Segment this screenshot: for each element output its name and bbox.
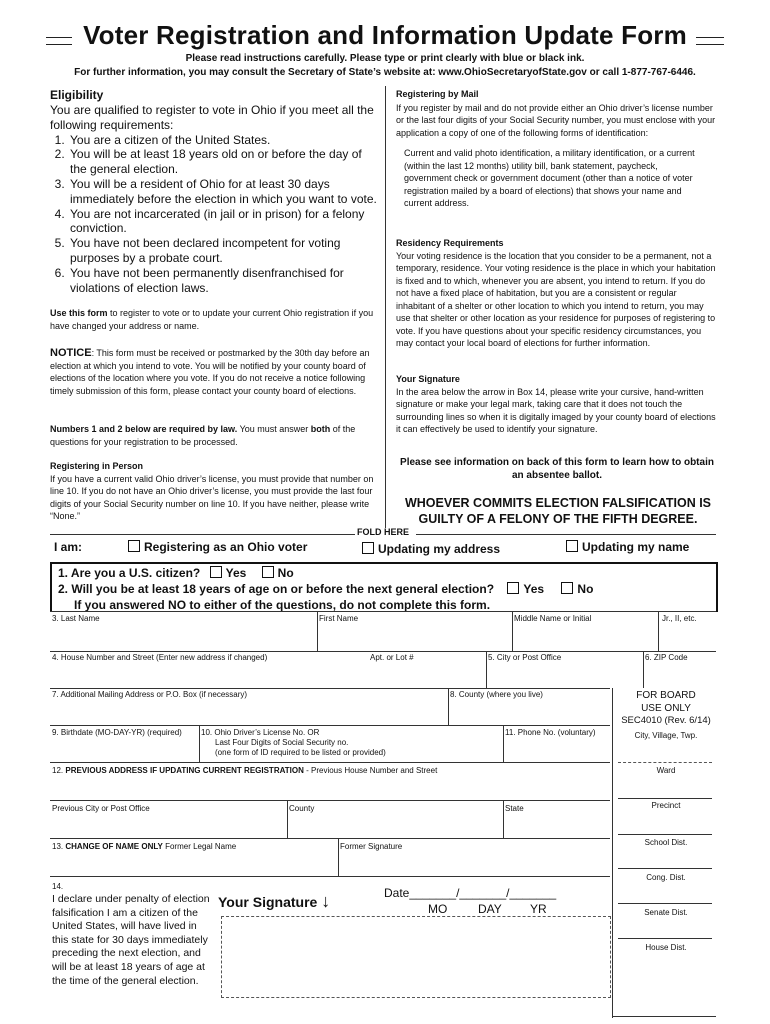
board-senate: Senate Dist. (644, 908, 688, 917)
county-field[interactable]: 8. County (where you live) (450, 690, 543, 699)
citizen-no-checkbox[interactable] (262, 566, 274, 578)
last-name-field[interactable]: 3. Last Name (52, 614, 100, 623)
requirement-item: 4. You are not incarcerated (in jail or in prison) for a felony conviction. (68, 207, 380, 237)
in-person-section (50, 460, 376, 523)
grid-vline (503, 800, 504, 838)
board-line (618, 868, 712, 869)
city-field[interactable]: 5. City or Post Office (488, 653, 562, 662)
board-line (618, 762, 712, 763)
box14-number: 14. (52, 882, 64, 891)
previous-county-field[interactable]: County (289, 804, 315, 813)
notice-text: NOTICE: This form must be received or postmarked by the 30th day before an election at which you intend to vote. You will be notified by your county board of elections of the location where you vote. If you do not receive a notice following timely submission of this form, please contact your county board of elections. (50, 347, 370, 396)
requirements-list (50, 133, 380, 296)
eligibility-section (50, 88, 380, 295)
grid-line (50, 838, 610, 839)
board-precinct: Precinct (651, 801, 681, 810)
board-line (618, 798, 712, 799)
mail-text: If you register by mail and do not provide either an Ohio driver’s license number or the last four digits of your Social Security number, you must enclose with your application a copy of one of the following forms of identification: (396, 102, 716, 138)
fold-line-right (416, 534, 716, 535)
grid-line (50, 876, 610, 877)
signature-text: In the area below the arrow in Box 14, please write your cursive, hand-written signature or make your legal mark, taking care that it does not touch the surrounding lines so when it is digitally imaged by your county board of elections it can effectively be used to identify your signature. (396, 386, 716, 434)
suffix-field[interactable]: Jr., II, etc. (662, 614, 697, 623)
use-this-form-text: Use this form to register to vote or to update your current Ohio registration if you have changed your address or name. (50, 308, 374, 331)
signature-box[interactable] (221, 916, 611, 998)
age-no-checkbox[interactable] (561, 582, 573, 594)
board-line (618, 938, 712, 939)
checkbox[interactable] (128, 540, 140, 552)
grid-vline (503, 725, 504, 762)
grid-line (50, 725, 610, 726)
mail-id-list: Current and valid photo identification, a military identification, or a current (within the last 12 months) utility bill, bank statement, paycheck, government check or government document (other than a notice of voter registration mailed by a board of elections) that shows your name and current address. (404, 148, 695, 208)
apt-field[interactable]: Apt. or Lot # (370, 653, 414, 662)
requirement-item: 1. You are a citizen of the United States. (68, 133, 380, 148)
eligibility-heading: Eligibility (50, 88, 104, 102)
board-school: School Dist. (644, 838, 688, 847)
birthdate-field[interactable]: 9. Birthdate (MO-DAY-YR) (required) (52, 728, 182, 737)
date-yr-label: YR (530, 902, 547, 916)
grid-vline (317, 611, 318, 651)
declaration-text: I declare under penalty of election falsification I am a citizen of the United States, will have lived in this state for 30 days immediately preceding the next election, and will be at least 18 years of age at the time of the general election. (52, 893, 210, 987)
signature-heading: Your Signature (396, 374, 460, 384)
residency-text: Your voting residence is the location that you consider to be a permanent, not a temporary, residence. Your voting residence is the place in which your habitation is fixed and to which, whenever you are absent, you intend to return. If you do not have a fixed place of habitation, but you are a consistent or regular inhabitant of a shelter or other location to which you intend to return, you may use that shelter or other location as your residence for purposes of registering to vote. If you have questions about your specific residency circumstances, you may contact your local board of elections for further information. (396, 250, 716, 348)
grid-vline (448, 688, 449, 725)
requirement-item: 2. You will be at least 18 years old on or before the day of the general election. (68, 147, 380, 177)
grid-vline (199, 725, 200, 762)
checkbox[interactable] (362, 542, 374, 554)
question-age: 2. Will you be at least 18 years of age on or before the next general election? Yes No (58, 582, 594, 596)
house-street-field[interactable]: 4. House Number and Street (Enter new address if changed) (52, 653, 268, 662)
board-city: City, Village, Twp. (634, 731, 698, 740)
grid-vline (338, 838, 339, 876)
mail-section (396, 88, 718, 210)
previous-state-field[interactable]: State (505, 804, 524, 813)
instructions-line: Please read instructions carefully. Please type or print clearly with blue or black ink. (185, 53, 585, 64)
board-cong: Cong. Dist. (646, 873, 686, 882)
grid-line (50, 800, 610, 801)
your-signature-label: Your Signature ↓ (218, 891, 331, 911)
i-am-label: I am: (54, 540, 83, 554)
grid-line (50, 611, 716, 612)
date-mo-label: MO (428, 902, 448, 916)
option-update-address[interactable]: Updating my address (362, 542, 500, 556)
board-ward: Ward (656, 766, 676, 775)
info-line: For further information, you may consult the Secretary of State’s website at: www.OhioSecretaryofState.gov or call 1-877-767-6446. (74, 67, 696, 78)
residency-section (396, 237, 718, 350)
down-arrow-icon: ↓ (321, 891, 331, 911)
first-name-field[interactable]: First Name (319, 614, 359, 623)
board-line (618, 903, 712, 904)
phone-field[interactable]: 11. Phone No. (voluntary) (505, 728, 596, 737)
checkbox[interactable] (566, 540, 578, 552)
column-divider (385, 86, 386, 528)
grid-vline (643, 651, 644, 688)
previous-address-field[interactable]: 12. PREVIOUS ADDRESS IF UPDATING CURRENT REGISTRATION - Previous House Number and Street (52, 766, 438, 775)
required-note: Numbers 1 and 2 below are required by law. You must answer both of the questions for your registration to be processed. (50, 424, 356, 447)
grid-vline (287, 800, 288, 838)
grid-line (50, 762, 610, 763)
felony-warning: WHOEVER COMMITS ELECTION FALSIFICATION IS GUILTY OF A FELONY OF THE FIFTH DEGREE. (404, 496, 712, 526)
grid-vline (512, 611, 513, 651)
signature-section (396, 373, 718, 436)
license-field[interactable]: 10. Ohio Driver’s License No. OR Last Four Digits of Social Security no. (one form of ID required to be listed or provided) (201, 728, 386, 757)
grid-vline (658, 611, 659, 651)
citizen-yes-checkbox[interactable] (210, 566, 222, 578)
board-divider (612, 688, 613, 1018)
board-line (618, 834, 712, 835)
fold-line-left (50, 534, 355, 535)
board-house: House Dist. (645, 943, 687, 952)
former-signature-field[interactable]: Former Signature (340, 842, 403, 851)
grid-line (50, 651, 716, 652)
age-yes-checkbox[interactable] (507, 582, 519, 594)
absentee-note: Please see information on back of this form to learn how to obtain an absentee ballot. (400, 457, 714, 481)
question-note: If you answered NO to either of the questions, do not complete this form. (74, 598, 491, 612)
eligibility-intro: You are qualified to register to vote in Ohio if you meet all the following requirements: (50, 103, 374, 132)
grid-vline (486, 651, 487, 688)
zip-field[interactable]: 6. ZIP Code (645, 653, 688, 662)
in-person-text: If you have a current valid Ohio driver’s license, you must provide that number on line 10. If you do not have an Ohio driver’s license, you must provide the last four digits of your Social Security number on line 10. If you have neither, please write “None.” (50, 473, 374, 521)
requirement-item: 3. You will be a resident of Ohio for at least 30 days immediately before the election in which you want to vote. (68, 177, 380, 207)
previous-city-field[interactable]: Previous City or Post Office (52, 804, 150, 813)
date-day-label: DAY (478, 902, 502, 916)
mail-heading: Registering by Mail (396, 89, 479, 99)
grid-line (50, 688, 610, 689)
requirement-item: 5. You have not been declared incompetent for voting purposes by a probate court. (68, 236, 380, 266)
middle-name-field[interactable]: Middle Name or Initial (514, 614, 592, 623)
question-citizen: 1. Are you a U.S. citizen? Yes No (58, 566, 294, 580)
requirement-item: 6. You have not been permanently disenfranchised for violations of election laws. (68, 266, 380, 296)
board-header: FOR BOARD USE ONLY SEC4010 (Rev. 6/14) (621, 690, 711, 726)
mailing-address-field[interactable]: 7. Additional Mailing Address or P.O. Box (if necessary) (52, 690, 248, 699)
board-bottom-line (612, 1016, 716, 1017)
in-person-heading: Registering in Person (50, 461, 144, 471)
former-name-field[interactable]: 13. CHANGE OF NAME ONLY Former Legal Name (52, 842, 237, 851)
fold-here-label: FOLD HERE (357, 527, 410, 537)
option-register[interactable]: Registering as an Ohio voter (128, 540, 307, 554)
residency-heading: Residency Requirements (396, 238, 504, 248)
date-field[interactable]: Date_______/_______/_______ (384, 886, 557, 900)
form-title: Voter Registration and Information Update Form (83, 20, 687, 50)
option-update-name[interactable]: Updating my name (566, 540, 689, 554)
